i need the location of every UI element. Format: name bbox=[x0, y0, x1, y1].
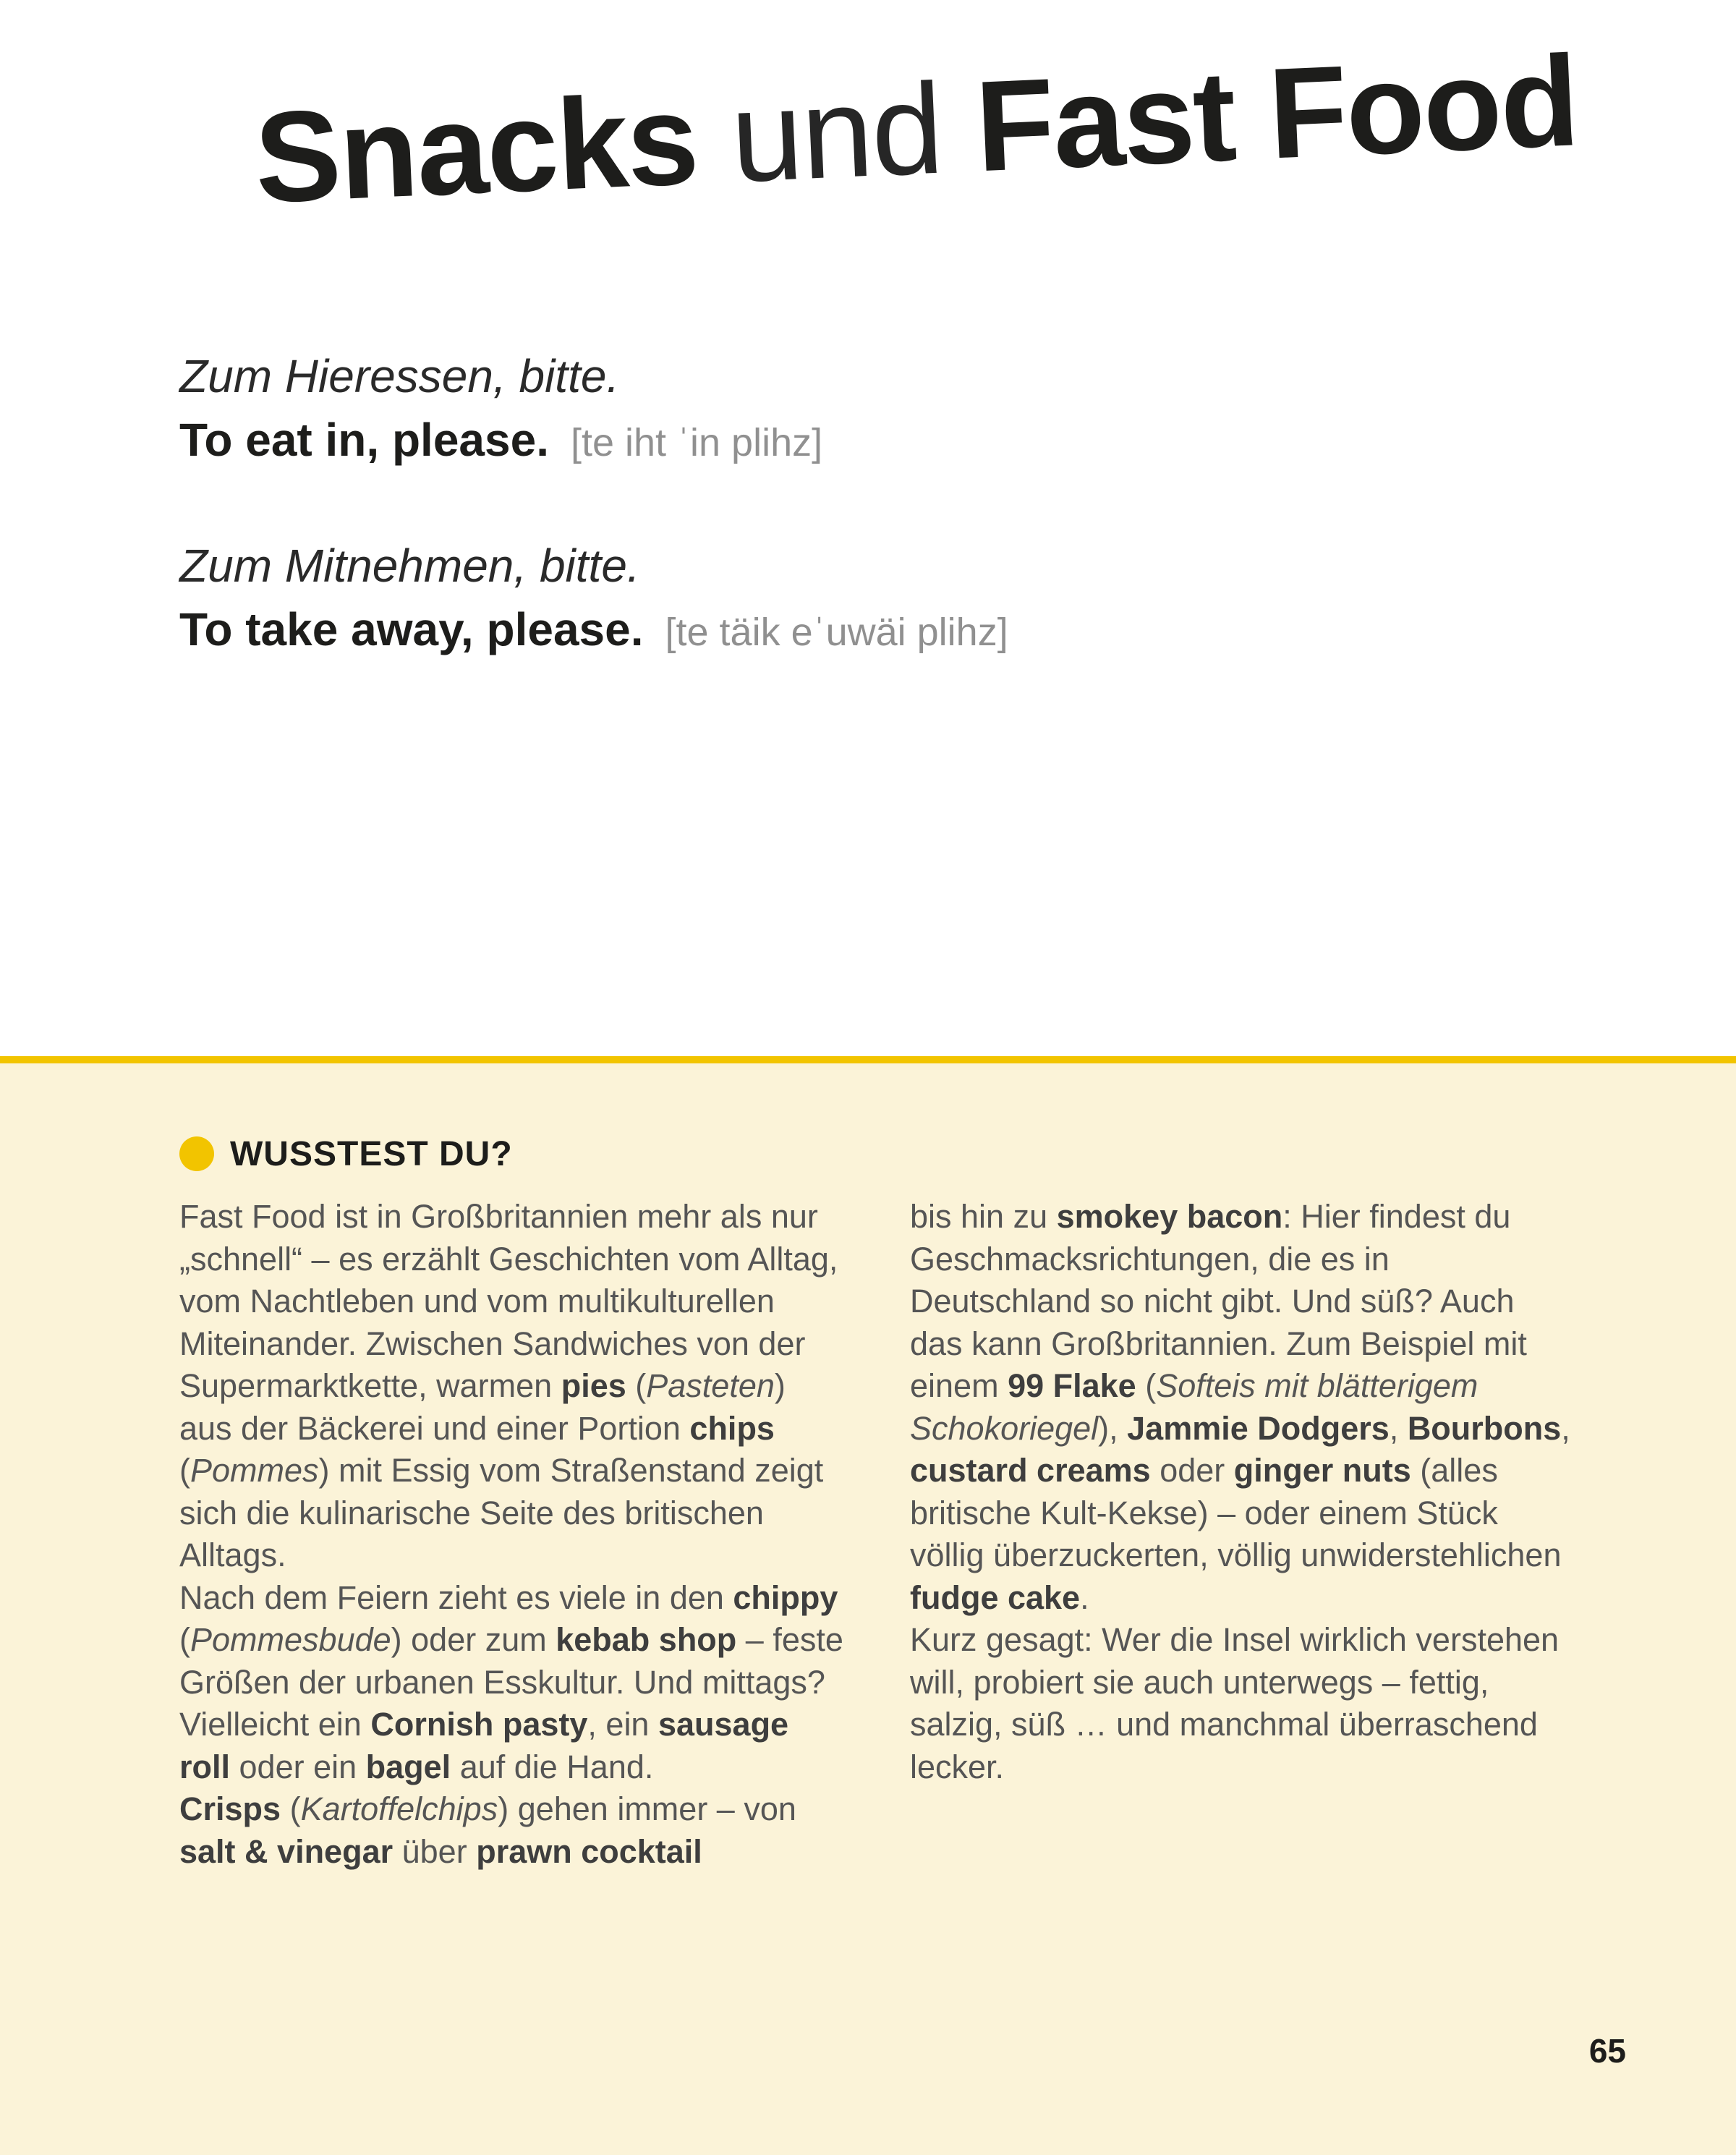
info-box-title: WUSSTEST DU? bbox=[230, 1134, 513, 1173]
phrase-english-text: To take away, please. bbox=[179, 603, 644, 655]
italic-translation: Pommes bbox=[190, 1452, 319, 1489]
bold-term: custard creams bbox=[910, 1452, 1151, 1489]
info-box-header bbox=[179, 1128, 513, 1179]
paragraph: bis hin zu smokey bacon: Hier findest du Geschmacksrichtungen, die es in Deutschland so nicht gibt. Und süß? Auch das kann Großbritannien. Zum Beispiel mit einem 99 Flake (Softeis mit blätterigem Schokoriegel), Jammie Dodgers, Bourbons, custard creams oder ginger nuts (alles britische Kult-Kekse) – oder einem Stück völlig überzuckerten, völlig unwiderstehlichen fudge cake. bbox=[910, 1198, 1570, 1616]
bold-term: pies bbox=[561, 1367, 626, 1404]
bold-term: salt & vinegar bbox=[179, 1832, 393, 1870]
yellow-divider bbox=[0, 1056, 1736, 1063]
bold-term: Bourbons bbox=[1407, 1409, 1562, 1447]
bold-term: 99 Flake bbox=[1008, 1367, 1136, 1404]
bold-term: ginger nuts bbox=[1233, 1452, 1411, 1489]
phrase-take-away bbox=[179, 534, 1554, 664]
paragraph: Kurz gesagt: Wer die Insel wirklich verstehen will, probiert sie auch unterwegs – fettig, salzig, süß … und manchmal überraschend lecker. bbox=[910, 1621, 1560, 1785]
pronunciation: [te iht ˈin plihz] bbox=[570, 421, 823, 464]
pronunciation: [te täik eˈuwäi plihz] bbox=[665, 611, 1008, 654]
phrase-english-text: To eat in, please. bbox=[179, 414, 549, 466]
title-fast-food: Fast Food bbox=[972, 28, 1580, 199]
page-number: 65 bbox=[1588, 2032, 1626, 2070]
bold-term: Jammie Dodgers bbox=[1127, 1409, 1390, 1447]
bold-term: smokey bacon bbox=[1056, 1198, 1283, 1235]
paragraph: Fast Food ist in Großbritannien mehr als nur „schnell“ – es erzählt Geschichten vom Alltag, vom Nachtleben und vom multikulturellen Miteinander. Zwischen Sandwiches von der Supermarktkette, warmen pies (Pasteten) aus der Bäckerei und einer Portion chips (Pommes) mit Essig vom Straßenstand zeigt sich die kulinarische Seite des britischen Alltags. bbox=[179, 1198, 838, 1573]
info-column-left bbox=[179, 1196, 845, 1873]
italic-translation: Softeis mit blätterigem Schokoriegel bbox=[910, 1367, 1478, 1447]
title-snacks: Snacks bbox=[252, 67, 700, 230]
paragraph: Crisps (Kartoffelchips) gehen immer – von salt & vinegar über prawn cocktail bbox=[179, 1790, 796, 1870]
phrase-german: Zum Mitnehmen, bitte. bbox=[179, 540, 640, 592]
phrase-eat-in bbox=[179, 344, 1554, 475]
bold-term: fudge cake bbox=[910, 1578, 1081, 1616]
bold-term: sausage roll bbox=[179, 1706, 789, 1785]
bold-term: Crisps bbox=[179, 1790, 281, 1827]
bold-term: chippy bbox=[733, 1578, 838, 1616]
phrase-german: Zum Hieressen, bitte. bbox=[179, 350, 620, 402]
bold-term: bagel bbox=[365, 1748, 451, 1785]
yellow-dot-icon bbox=[179, 1136, 214, 1171]
title-und: und bbox=[728, 56, 945, 210]
bold-term: prawn cocktail bbox=[476, 1832, 702, 1870]
bold-term: chips bbox=[689, 1409, 775, 1447]
italic-translation: Kartoffelchips bbox=[300, 1790, 498, 1827]
italic-translation: Pasteten bbox=[646, 1367, 775, 1404]
info-column-right bbox=[910, 1196, 1575, 1788]
italic-translation: Pommesbude bbox=[190, 1621, 391, 1658]
paragraph: Nach dem Feiern zieht es viele in den chippy (Pommesbude) oder zum kebab shop – feste Größen der urbanen Esskultur. Und mittags? Vielleicht ein Cornish pasty, ein sausage roll oder ein bagel auf die Hand. bbox=[179, 1578, 843, 1785]
bold-term: kebab shop bbox=[556, 1621, 737, 1658]
phrase-english bbox=[179, 598, 1554, 664]
bold-term: Cornish pasty bbox=[370, 1706, 588, 1743]
phrase-english bbox=[179, 408, 1554, 475]
